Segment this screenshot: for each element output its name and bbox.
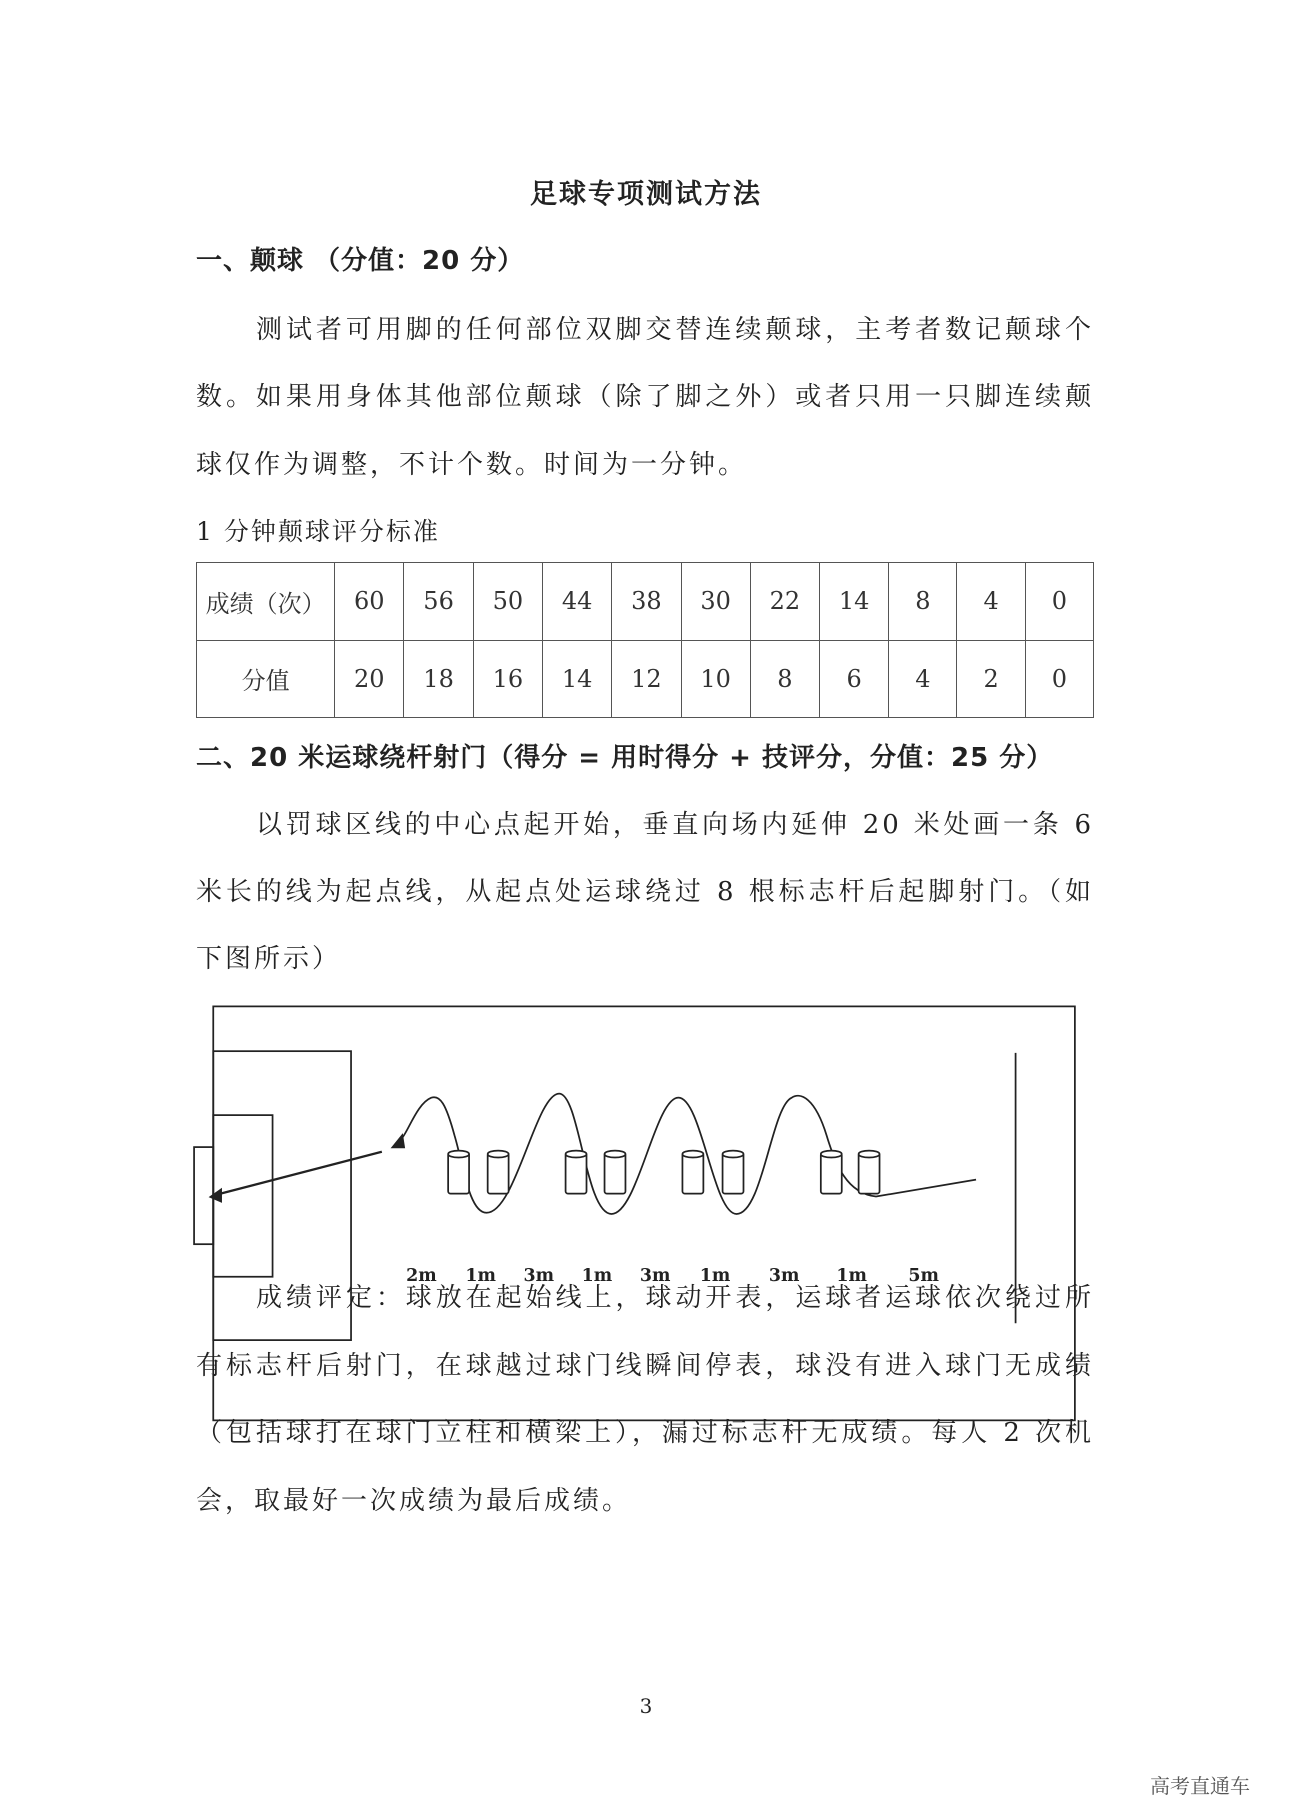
table-cell: 60 [335, 563, 404, 641]
cone-icon [723, 1151, 744, 1194]
table-row [197, 640, 1094, 718]
table-cell: 20 [335, 640, 404, 718]
row-header: 分值 [197, 640, 335, 718]
distance-label: 5m [908, 1265, 940, 1286]
distance-label: 3m [523, 1265, 555, 1286]
cone-icon [448, 1151, 469, 1194]
cone-icon [821, 1151, 842, 1194]
section1-paragraph-line: 测试者可用脚的任何部位双脚交替连续颠球，主考者数记颠球个 [256, 315, 1094, 345]
result-paragraph-line: 会，取最好一次成绩为最后成绩。 [196, 1486, 632, 1516]
cone-icon [566, 1151, 587, 1194]
distance-label: 1m [699, 1265, 731, 1286]
table-cell: 30 [681, 563, 750, 641]
result-paragraph-line: （包括球打在球门立柱和横梁上），漏过标志杆无成绩。每人 2 次机 [196, 1418, 1094, 1448]
table-cell: 14 [820, 563, 889, 641]
table-cell: 2 [957, 640, 1025, 718]
table-caption: 1 分钟颠球评分标准 [196, 517, 440, 546]
table-cell: 0 [1025, 563, 1093, 641]
table-cell: 50 [473, 563, 542, 641]
juggling-score-table [196, 562, 1094, 718]
table-cell: 16 [473, 640, 542, 718]
row-header: 成绩（次） [197, 563, 335, 641]
watermark: 高考直通车 [1150, 1774, 1250, 1798]
section2-paragraph-line: 米长的线为起点线，从起点处运球绕过 8 根标志杆后起脚射门。（如 [196, 877, 1094, 907]
table-cell: 56 [404, 563, 473, 641]
table-cell: 8 [889, 563, 957, 641]
distance-label: 1m [581, 1265, 613, 1286]
table-cell: 0 [1025, 640, 1093, 718]
distance-label: 1m [836, 1265, 867, 1286]
table-cell: 8 [750, 640, 819, 718]
section1-heading: 一、颠球 （分值：20 分） [196, 246, 525, 276]
table-cell: 38 [612, 563, 681, 641]
page-title: 足球专项测试方法 [530, 179, 762, 210]
table-cell: 18 [404, 640, 473, 718]
table-cell: 12 [612, 640, 681, 718]
table-cell: 4 [957, 563, 1025, 641]
cone-icon [488, 1151, 509, 1194]
distance-label: 2m [406, 1265, 437, 1286]
arrowhead-icon [209, 1188, 222, 1203]
table-row [197, 563, 1094, 641]
cone-icon [605, 1151, 626, 1194]
table-cell: 14 [542, 640, 611, 718]
section1-paragraph-line: 球仅作为调整，不计个数。时间为一分钟。 [196, 450, 748, 480]
distance-label: 3m [639, 1265, 671, 1286]
section1-paragraph-line: 数。如果用身体其他部位颠球（除了脚之外）或者只用一只脚连续颠 [196, 382, 1094, 412]
table-cell: 10 [681, 640, 750, 718]
table-cell: 6 [820, 640, 889, 718]
section2-paragraph-line: 下图所示） [196, 944, 342, 974]
table-cell: 44 [542, 563, 611, 641]
dribble-arrowhead-icon [391, 1133, 406, 1148]
goal [194, 1147, 213, 1244]
cones [448, 1151, 879, 1194]
result-paragraph-line: 成绩评定：球放在起始线上，球动开表，运球者运球依次绕过所 [256, 1283, 1094, 1313]
goal-area [213, 1115, 272, 1277]
page-number: 3 [639, 1694, 653, 1718]
table-cell: 22 [750, 563, 819, 641]
dribbling-course-diagram [190, 990, 1090, 1286]
cone-icon [682, 1151, 703, 1194]
section2-heading: 二、20 米运球绕杆射门（得分 = 用时得分 + 技评分，分值：25 分） [196, 743, 1054, 773]
section2-paragraph-line: 以罚球区线的中心点起开始，垂直向场内延伸 20 米处画一条 6 [256, 810, 1094, 840]
shot-arrow-line [216, 1152, 382, 1195]
distance-label: 3m [768, 1265, 800, 1286]
table-cell: 4 [889, 640, 957, 718]
result-paragraph-line: 有标志杆后射门，在球越过球门线瞬间停表，球没有进入球门无成绩 [196, 1351, 1094, 1381]
distance-label: 1m [465, 1265, 496, 1286]
cone-icon [859, 1151, 880, 1194]
